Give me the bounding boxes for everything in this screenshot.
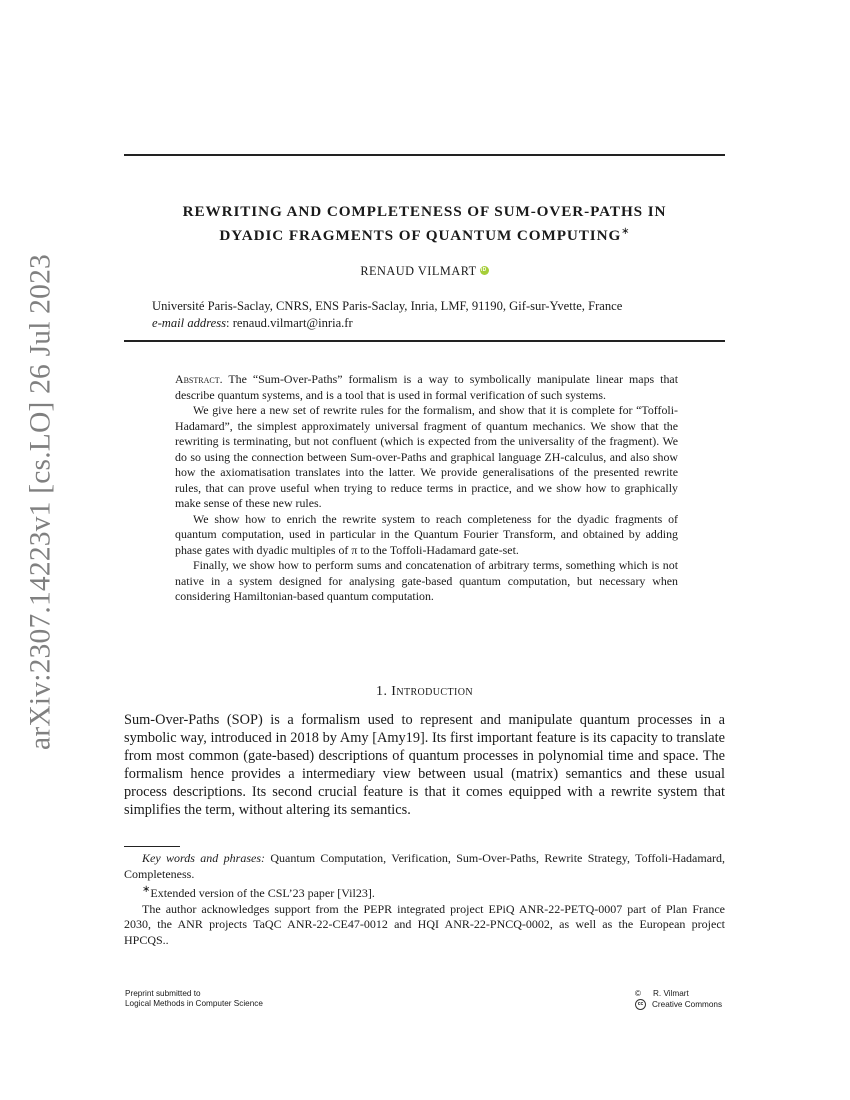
section-heading	[124, 684, 725, 700]
copyright-holder: R. Vilmart	[653, 989, 689, 998]
title-line-1: REWRITING AND COMPLETENESS OF SUM-OVER-PATHS IN	[182, 203, 667, 220]
email-line	[152, 315, 712, 332]
abstract-paragraph: We show how to enrich the rewrite system to reach completeness for the dyadic fragments of quantum computation, used in particular in the Quantum Fourier Transform, and obtained by adding phase gates with dyadic multiples of π to the Toffoli-Hadamard gate-set.	[175, 511, 678, 557]
affiliation: Université Paris-Saclay, CNRS, ENS Paris-Saclay, Inria, LMF, 91190, Gif-sur-Yvette, France	[152, 299, 623, 313]
email-address[interactable]: : renaud.vilmart@inria.fr	[226, 316, 353, 330]
license-row	[635, 999, 722, 1010]
footer-license	[635, 989, 722, 1010]
abstract	[175, 372, 678, 605]
abstract-paragraph: Finally, we show how to perform sums and concatenation of arbitrary terms, something which is not native in a system designed for analysing gate-based quantum computation, but necessary when considering Hamiltonian-based quantum computation.	[175, 558, 678, 603]
footnote-rule	[124, 846, 180, 847]
license-name[interactable]: Creative Commons	[652, 999, 723, 1009]
arxiv-id-text: arXiv:2307.14223v1 [cs.LO] 26 Jul 2023	[24, 254, 57, 750]
author-name: RENAUD VILMART	[360, 264, 477, 278]
creative-commons-icon: cc	[635, 999, 646, 1010]
footer-venue	[125, 989, 263, 1009]
section-number: 1.	[376, 684, 388, 699]
email-label: e-mail address	[152, 316, 227, 330]
keywords-label: Key words and phrases:	[142, 851, 266, 865]
abstract-paragraph: We give here a new set of rewrite rules for the formalism, and show that it is complete for “Toffoli-Hadamard”, the simplest approximately universal fragment of quantum mechanics. We show that the rewriting is terminating, but not confluent (which is expected from the universality of the fragment). We do so using the connection between Sum-over-Paths and graphical language ZH-calculus, and also show how the axiomatisation translates into the latter. We provide generalisations of the presented rewrite rules, that can prove useful when trying to reduce terms in practice, and we show how to graphically make sense of these new rules.	[175, 403, 678, 510]
abstract-label: Abstract.	[175, 372, 223, 386]
paper-title	[124, 202, 725, 246]
footnotes	[124, 851, 725, 948]
introduction-paragraph: Sum-Over-Paths (SOP) is a formalism used to represent and manipulate quantum processes in a symbolic way, introduced in 2018 by Amy [Amy19]. Its first important feature is its capacity to translate from most common (gate-based) descriptions of quantum processes in polynomial time and space. The formalism hence provides a intermediary view between usual (matrix) semantics and these usual process descriptions. Its second crucial feature is that it comes equipped with a rewrite system that simplifies the term, without altering its semantics.	[124, 712, 725, 818]
author	[124, 264, 725, 279]
title-line-2-text: DYADIC FRAGMENTS OF QUANTUM COMPUTING	[219, 227, 622, 245]
copyright-row	[635, 989, 722, 999]
abstract-paragraph	[175, 372, 678, 403]
extended-version-text: Extended version of the CSL’23 paper [Vil23].	[150, 886, 375, 900]
introduction	[124, 711, 725, 819]
header-bottom-rule	[124, 340, 725, 342]
footnote-mark: ∗	[142, 884, 151, 895]
keywords-footnote	[124, 851, 725, 882]
copyright-icon: ©	[635, 989, 641, 998]
orcid-icon[interactable]	[480, 266, 489, 275]
footer-journal-line: Logical Methods in Computer Science	[125, 999, 263, 1008]
title-line-2	[124, 222, 725, 246]
extended-version-footnote	[124, 882, 725, 902]
title-footnote-mark: ∗	[621, 226, 630, 237]
abstract-text: The “Sum-Over-Paths” formalism is a way to symbolically manipulate linear maps that describe quantum systems, and is a tool that is used in formal verification of such systems.	[175, 372, 678, 402]
top-rule	[124, 154, 725, 156]
keywords: Quantum Computation, Verification, Sum-Over-Paths, Rewrite Strategy, Toffoli-Hadamard, Completeness.	[124, 851, 726, 881]
affiliation-block	[152, 298, 712, 332]
footer-preprint-line: Preprint submitted to	[125, 989, 201, 998]
acknowledgement-footnote: The author acknowledges support from the PEPR integrated project EPiQ ANR-22-PETQ-0007 part of Plan France 2030, the ANR projects TaQC ANR-22-CE47-0012 and HQI ANR-22-PNCQ-0002, as well as the European project HPCQS..	[124, 901, 725, 947]
section-title: Introduction	[391, 684, 473, 699]
